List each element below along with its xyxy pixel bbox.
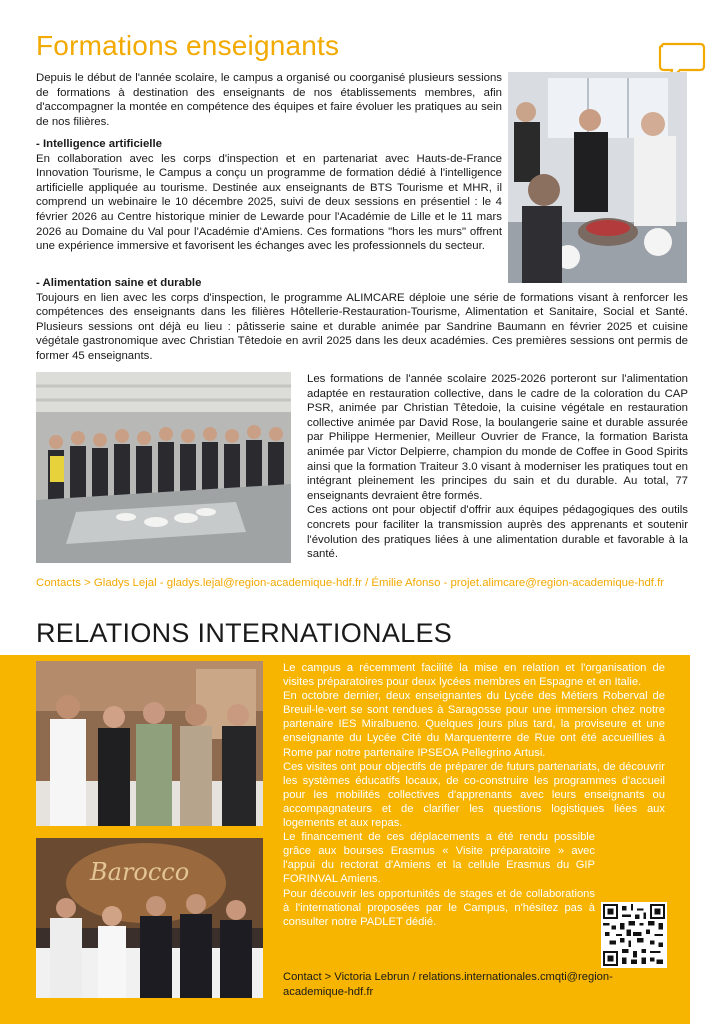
intl-paragraph-5: Pour découvrir les opportunités de stages et de collaborations à l'international proposées par le Campus, n'hésitez pas à consulter notre PADLET dédié.	[283, 887, 595, 928]
intro-paragraph: Depuis le début de l'année scolaire, le campus a organisé ou coorganisé plusieurs sessions de formations à destination des enseignants de nos établissements membres, afin d'accompagner la montée en compétence des équipes et faire évoluer les pratiques au sein de nos filières.	[36, 72, 502, 128]
barocco-sign: Barocco	[90, 858, 190, 886]
qr-code-icon[interactable]	[601, 902, 667, 968]
ia-paragraph: En collaboration avec les corps d'inspection et en partenariat avec Hauts-de-France Innovation Tourisme, le Campus a conçu un programme de formation dédié à l'intelligence artificielle appliquée au tourisme. Destinée aux enseignants de BTS Tourisme et MHR, il comprend un webinaire le 10 décembre 2025, suivi de deux sessions en présentiel : le 4 février 2026 au Centre historique minier de Lewarde pour l'Académie de Lille et le 11 mars 2026 au Domaine du Val pour l'Académie d'Amiens. Ces formations "hors les murs" offrent une expérience immersive et favorisent les échanges avec les professionnels du secteur.	[36, 152, 502, 253]
international-contact[interactable]: Contact > Victoria Lebrun / relations.internationales.cmqti@region-academique-hdf.fr	[283, 971, 613, 998]
intl-paragraph-2: En octobre dernier, deux enseignantes du Lycée des Métiers Roberval de Breuil-le-vert se sont rendues à Saragosse pour une immersion chez notre partenaire IES Miralbueno. Quelques jours plus tard, la proviseure et une enseignante du Lycée Cité du Marquenterre de Rue ont été accueillies à Rome par notre partenaire IPSEOA Pellegrino Artusi.	[283, 690, 665, 759]
international-title: RELATIONS INTERNATIONALES	[36, 618, 453, 648]
group-kitchen-photo	[36, 372, 291, 563]
objectives-paragraph: Ces actions ont pour objectif d'offrir aux équipes pédagogiques des outils concrets pour faciliter la transmission auprès des apprenants et soutenir l'évolution des pratiques liées à une alimentation durable et favorable à la santé.	[307, 504, 688, 561]
campus-logo-icon	[646, 630, 686, 656]
intro-block	[36, 71, 502, 129]
ia-heading: - Intelligence artificielle	[36, 138, 162, 150]
intl-paragraph-3: Ces visites ont pour objectifs de préparer de futurs partenariats, de découvrir les systèmes éducatifs locaux, de co-construire les programmes d'accueil pour les mobilités collectives d'apprenants avec leurs enseignants ou accompagnateurs et de clarifier les questions logistiques liées aux logements et aux repas.	[283, 760, 665, 830]
food-heading: - Alimentation saine et durable	[36, 277, 202, 289]
ia-block	[36, 137, 502, 254]
italy-visit-photo	[36, 838, 263, 998]
chef-demo-photo	[508, 72, 687, 283]
international-text	[283, 661, 665, 929]
programme-paragraph: Les formations de l'année scolaire 2025-2026 porteront sur l'alimentation adaptée en restauration collective, dans le cadre de la coloration du CAP PSR, animée par Christian Têtedoie, la cuisine végétale en restauration collective animée par David Rose, la boulangerie saine et durable assurée par Philippe Hermenier, Meilleur Ouvrier de France, la formation Barista animée par Victor Delpierre, champion du monde de Coffee in Good Spirits ainsi que la formation Traiteur 3.0 visant à moderniser les pratiques tout en intégrant pleinement les principes du sain et du durable. Au total, 77 enseignants devraient être formés.	[307, 373, 688, 502]
food-paragraph: Toujours en lien avec les corps d'inspection, le programme ALIMCARE déploie une série de formations visant à renforcer les compétences des enseignants dans les filières Hôtellerie-Restauration-Tourisme, Alimentation et Sanitaire, Social et Santé. Plusieurs sessions ont déjà eu lieu : pâtisserie saine et durable animée par Sandrine Baumann en février 2025 et cuisine végétale gastronomique avec Christian Têtedoie en avril 2025 dans les deux académies. Ces premières sessions ont permis de former 45 enseignants.	[36, 291, 688, 362]
spain-visit-photo	[36, 661, 263, 826]
formations-contacts[interactable]: Contacts > Gladys Lejal - gladys.lejal@region-academique-hdf.fr / Émilie Afonso - projet.alimcare@region-academique-hdf.fr	[36, 577, 665, 589]
intl-paragraph-4: Le financement de ces déplacements a été rendu possible grâce aux bourses Erasmus « Visite préparatoire » avec l'appui du rectorat d'Amiens et la cellule Erasmus du GIP FORINVAL Amiens.	[283, 831, 595, 886]
food-block	[36, 276, 688, 364]
page-title: Formations enseignants	[36, 30, 340, 61]
intl-paragraph-1: Le campus a récemment facilité la mise en relation et l'organisation de visites préparatoires pour deux lycées membres en Espagne et en Italie.	[283, 662, 665, 689]
programme-block	[307, 372, 688, 562]
